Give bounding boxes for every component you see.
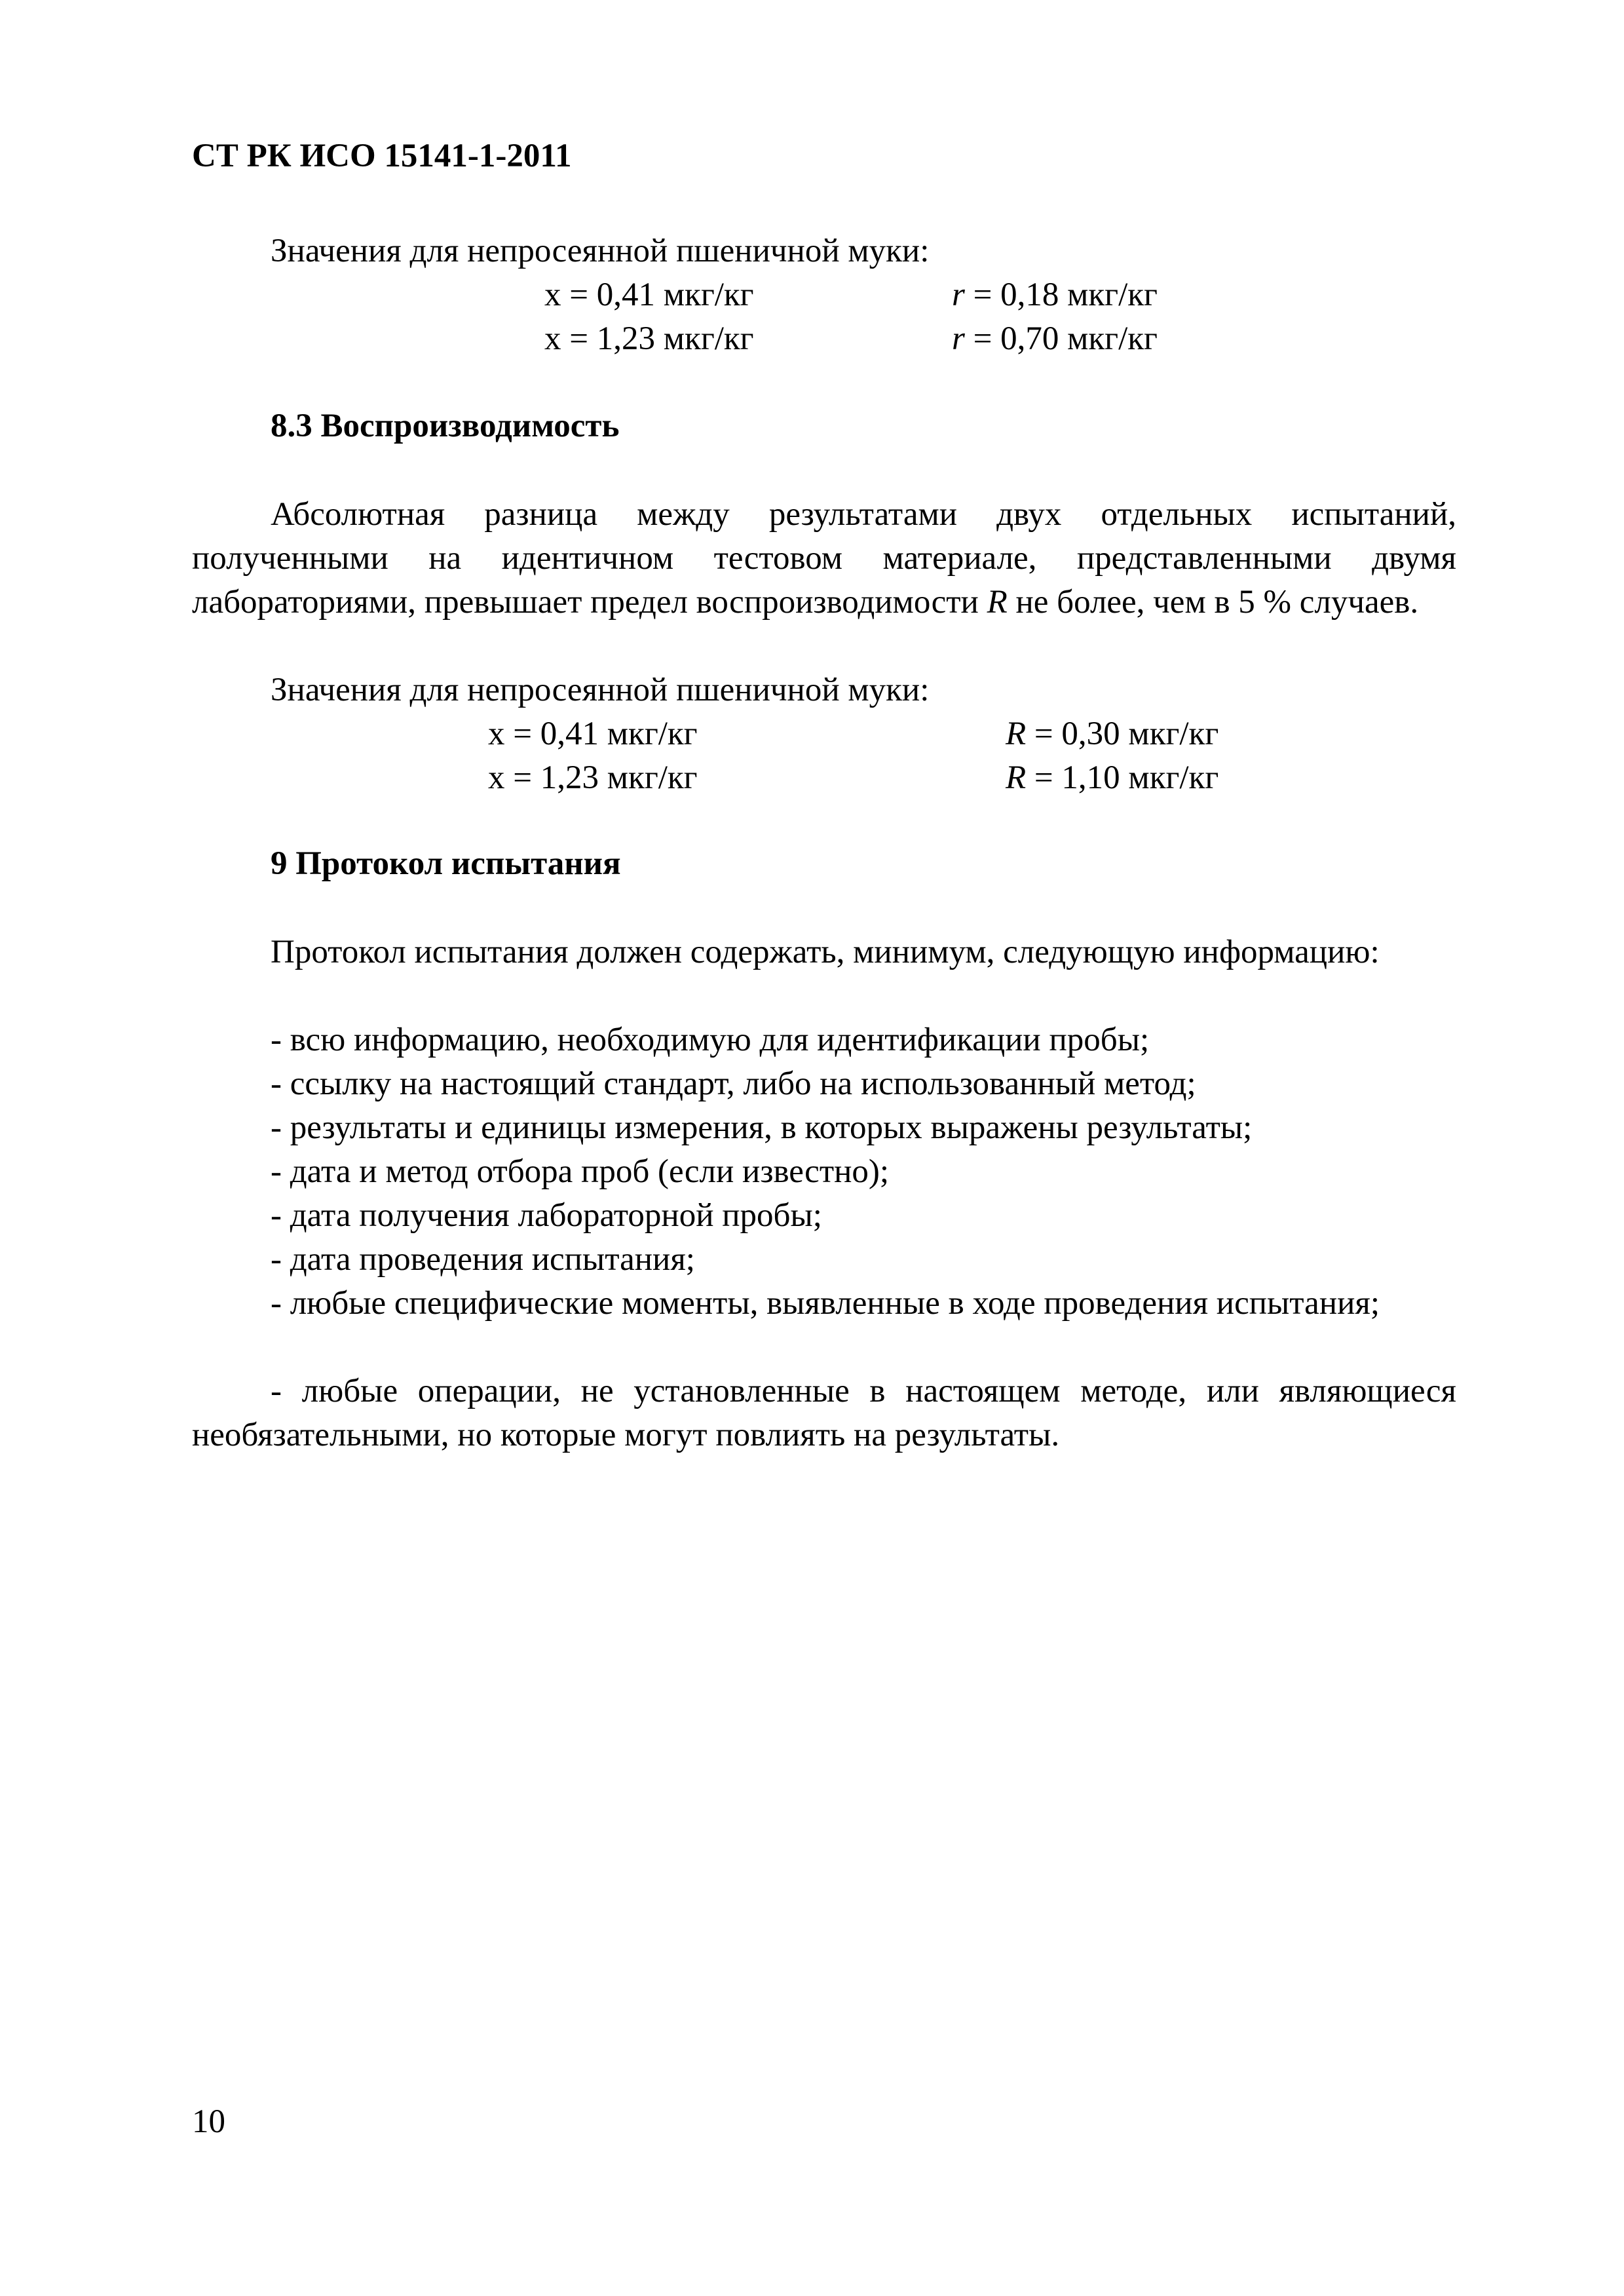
r-symbol: R (1006, 759, 1027, 796)
page-number: 10 (192, 2103, 225, 2140)
r-symbol: R (1006, 716, 1027, 752)
section-heading-9: 9 Протокол испытания (271, 845, 621, 882)
section-heading-8-3: 8.3 Воспроизводимость (271, 408, 620, 444)
x-value: х = 1,23 мкг/кг (488, 759, 698, 796)
r-number: = 0,30 мкг/кг (1026, 716, 1219, 752)
r-value (1006, 712, 1218, 756)
r-number: = 0,18 мкг/кг (964, 277, 1158, 313)
list-item: - всю информацию, необходимую для идентификации пробы; (271, 1022, 1150, 1058)
paragraph-text: Абсолютная разница между результатами двух отдельных испытаний, полученными на идентичном тестовом материале, представленными двумя лабораториями, превышает предел воспроизводимости (192, 496, 1456, 621)
reproducibility-paragraph (192, 493, 1456, 624)
list-item: - дата и метод отбора проб (если известно); (271, 1153, 890, 1190)
list-item: - дата проведения испытания; (271, 1241, 695, 1278)
r-value (952, 317, 1158, 361)
reproducibility-intro: Значения для непросеянной пшеничной муки: (271, 672, 930, 708)
r-value (1006, 756, 1218, 800)
x-value: х = 0,41 мкг/кг (488, 716, 698, 752)
list-item: - дата получения лабораторной пробы; (271, 1197, 822, 1234)
x-value: х = 1,23 мкг/кг (544, 320, 754, 357)
reproducibility-symbol: R (987, 584, 1008, 621)
protocol-paragraph: Протокол испытания должен содержать, минимум, следующую информацию: (271, 934, 1380, 970)
repeatability-intro: Значения для непросеянной пшеничной муки: (271, 233, 930, 269)
r-symbol: r (952, 320, 965, 357)
x-value: х = 0,41 мкг/кг (544, 277, 754, 313)
list-item: - любые операции, не установленные в настоящем методе, или являющиеся необязательными, но которые могут повлиять на результаты. (192, 1373, 1456, 1453)
paragraph-text-end: не более, чем в 5 % случаев. (1007, 584, 1419, 621)
r-number: = 0,70 мкг/кг (964, 320, 1158, 357)
r-symbol: r (952, 277, 965, 313)
list-item: - ссылку на настоящий стандарт, либо на использованный метод; (271, 1065, 1196, 1102)
document-header: СТ РК ИСО 15141-1-2011 (192, 138, 572, 174)
list-item: - результаты и единицы измерения, в которых выражены результаты; (271, 1109, 1253, 1146)
list-item: - любые специфические моменты, выявленные в ходе проведения испытания; (271, 1285, 1380, 1322)
r-number: = 1,10 мкг/кг (1026, 759, 1219, 796)
r-value (952, 273, 1158, 317)
